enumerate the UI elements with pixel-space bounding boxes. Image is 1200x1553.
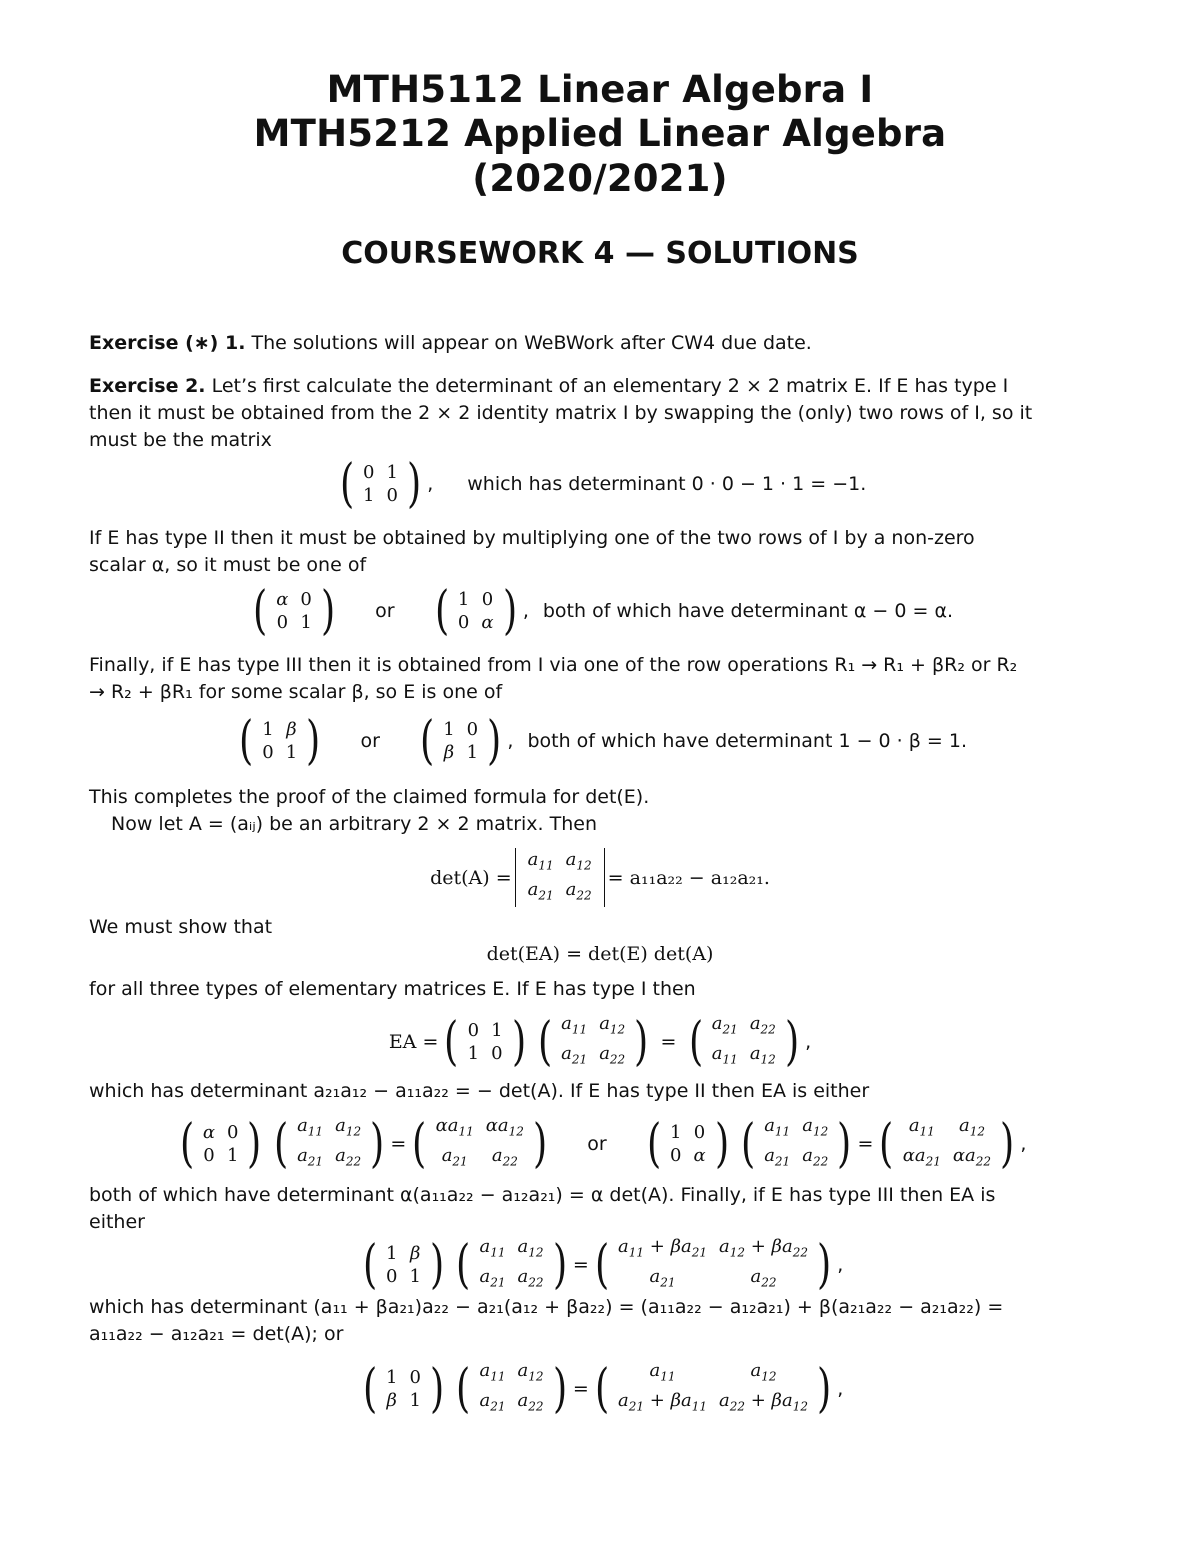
or-label-3: or [587, 1132, 607, 1155]
matrix-a: ( $a_{11}$ $a_{12}$ $a_{21}$ $a_{22}$ ) [537, 1011, 649, 1072]
matrix-a-2: ( $a_{11}$ $a_{12}$ $a_{21}$ $a_{22}$ ) [273, 1113, 385, 1174]
completes-paragraph [89, 784, 1035, 838]
matrix-a-3: ( $a_{11}$ $a_{12}$ $a_{21}$ $a_{22}$ ) [740, 1113, 852, 1174]
forall-paragraph [89, 976, 1035, 1003]
det-rhs: = a₁₁a₂₂ − a₁₂a₂₁. [607, 866, 770, 889]
equation-ea-type3-b: ( 1 0 β 1 ) ( $a_{11}$ $a_{12}$ $a_{21}$ $a_{22}$ ) = ( $a_{11}$ $a_{12}$ $a_{21} + \beta a_{11}$ $a_{22} + \beta a_{12}$ ) , [0, 1359, 1200, 1418]
matrix-e-type3-b: ( 1 0 β 1 ) [362, 1358, 445, 1419]
or-label-2: or [360, 730, 380, 752]
title-line-3: (2020/2021) [472, 157, 728, 200]
det-lhs: det(A) = [430, 866, 512, 889]
matrix-ea-type3-b: ( $a_{11}$ $a_{12}$ $a_{21} + \beta a_{11}$ $a_{22} + \beta a_{12}$ ) [594, 1358, 832, 1419]
exercise-1 [89, 330, 1035, 357]
matrix-ea-type2-a: ( $\alpha a_{11}$ $\alpha a_{12}$ $a_{21}$ $a_{22}$ ) [412, 1113, 548, 1174]
equation-ea-type3-a: ( 1 β 0 1 ) ( $a_{11}$ $a_{12}$ $a_{21}$ $a_{22}$ ) = ( $a_{11} + \beta a_{21}$ $a_{12} + \beta a_{22}$ $a_{21}$ $a_{22}$ ) , [0, 1235, 1200, 1294]
matrix-ea-type3-a: ( $a_{11} + \beta a_{21}$ $a_{12} + \beta a_{22}$ $a_{21}$ $a_{22}$ ) [594, 1234, 832, 1295]
exercise-1-text: The solutions will appear on WeBWork after CW4 due date. [251, 332, 812, 354]
type2-result-paragraph [89, 1182, 1035, 1236]
equation-ea-type1: EA = ( 0 1 1 0 ) ( $a_{11}$ $a_{12}$ $a_{21}$ $a_{22}$ ) = ( $a_{21}$ $a_{22}$ $a_{11}$ $a_{12}$ ) , [388, 1011, 812, 1072]
determinant-a: $a_{11}$ $a_{12}$ $a_{21}$ $a_{22}$ [515, 848, 605, 907]
matrix-e-type2-b: ( 1 0 0 α ) [646, 1113, 729, 1174]
completes-text: This completes the proof of the claimed formula for det(E). [89, 786, 650, 808]
matrix-ea-type2-b: ( $a_{11}$ $a_{12}$ $\alpha a_{21}$ $\alpha a_{22}$ ) [879, 1113, 1015, 1174]
mustshow-text: We must show that [89, 916, 273, 938]
mustshow-eq: det(EA) = det(E) det(A) [486, 943, 714, 965]
title-line-1: MTH5112 Linear Algebra I [326, 68, 874, 111]
exercise-2-intro [89, 373, 1035, 454]
matrix-e-type1: ( 0 1 1 0 ) [444, 1011, 526, 1072]
type3-result-paragraph [89, 1294, 1035, 1348]
type3-paragraph [89, 652, 1035, 706]
equation-type1-text: which has determinant 0 · 0 − 1 · 1 = −1. [467, 473, 867, 495]
equation-mustshow [0, 943, 1200, 965]
type3-text: Finally, if E has type III then it is obtained from I via one of the row operations R₁ → R₁ + βR₂ or R₂ → R₂ + βR₁ for some scalar β, so E is one of [89, 654, 1018, 703]
page-subtitle: COURSEWORK 4 — SOLUTIONS [341, 236, 859, 271]
exercise-2-label: Exercise 2. [89, 375, 206, 397]
matrix-type3-b: ( 1 0 β 1 ) [419, 711, 502, 771]
type2-result-text: both of which have determinant α(a₁₁a₂₂ − a₁₂a₂₁) = α det(A). Finally, if E has type III then EA is either [89, 1184, 996, 1233]
matrix-a-4: ( $a_{11}$ $a_{12}$ $a_{21}$ $a_{22}$ ) [456, 1234, 567, 1295]
matrix-type2-a: ( α 0 0 1 ) [253, 581, 336, 641]
matrix-e-type2-a: ( α 0 0 1 ) [179, 1113, 262, 1174]
type2-paragraph [89, 525, 1035, 579]
type1-result-text: which has determinant a₂₁a₁₂ − a₁₁a₂₂ = − det(A). If E has type II then EA is either [89, 1080, 870, 1102]
matrix-type2-b: ( 1 0 0 α ) [434, 581, 517, 641]
exercise-1-label: Exercise (∗) 1. [89, 332, 246, 354]
type1-result-paragraph [89, 1078, 1035, 1105]
ea-lhs: EA = [388, 1030, 439, 1053]
nowlet-text: Now let A = (aᵢⱼ) be an arbitrary 2 × 2 matrix. Then [111, 813, 598, 835]
matrix-a-5: ( $a_{11}$ $a_{12}$ $a_{21}$ $a_{22}$ ) [456, 1358, 567, 1419]
forall-text: for all three types of elementary matrices E. If E has type I then [89, 978, 696, 1000]
type2-text: If E has type II then it must be obtained by multiplying one of the two rows of I by a non-zero scalar α, so it must be one of [89, 527, 975, 576]
matrix-e-type3-a: ( 1 β 0 1 ) [362, 1234, 445, 1295]
equation-type2-text: both of which have determinant α − 0 = α. [542, 600, 954, 622]
title-line-2: MTH5212 Applied Linear Algebra [253, 112, 947, 155]
type3-result-text: which has determinant (a₁₁ + βa₂₁)a₂₂ − a₂₁(a₁₂ + βa₂₂) = (a₁₁a₂₂ − a₁₂a₂₁) + β(a₂₁a₂₂ − a₂₁a₂₂) = a₁₁a₂₂ − a₁₂a₂₁ = det(A); or [89, 1296, 1004, 1345]
equation-type3: ( 1 β 0 1 ) or ( 1 0 β 1 ) , both of which have determinant 1 − 0 · β = 1. [0, 715, 1200, 767]
matrix-type1: ( 0 1 1 0 ) [339, 454, 422, 514]
equation-det-a [0, 848, 1200, 907]
equation-type1: ( 0 1 1 0 ) , which has determinant 0 · 0 − 1 · 1 = −1. [0, 458, 1200, 510]
equation-type2: ( α 0 0 1 ) or ( 1 0 0 α ) , both of which have determinant α − 0 = α. [0, 585, 1200, 637]
mustshow-paragraph [89, 914, 1035, 941]
matrix-ea-type1: ( $a_{21}$ $a_{22}$ $a_{11}$ $a_{12}$ ) [688, 1011, 800, 1072]
equation-type3-text: both of which have determinant 1 − 0 · β = 1. [527, 730, 968, 752]
exercise-2-intro-text: Let’s first calculate the determinant of an elementary 2 × 2 matrix E. If E has type I then it must be obtained from the 2 × 2 identity matrix I by swapping the (only) two rows of I, so it must be the matrix [89, 375, 1033, 451]
or-label: or [375, 600, 395, 622]
matrix-type3-a: ( 1 β 0 1 ) [239, 711, 321, 771]
equation-ea-type2: ( α 0 0 1 ) ( $a_{11}$ $a_{12}$ $a_{21}$ $a_{22}$ ) = ( $\alpha a_{11}$ $\alpha a_{12}$ $a_{21}$ $a_{22}$ ) or ( 1 0 0 α ) ( $a_{11}$ $a_{12}$ $a_{21}$ $a_{22}$ ) = ( $a_{11}$ $a_{12}$ $\alpha a_{21}$ $\alpha a_{22}$ ) , [0, 1114, 1200, 1173]
